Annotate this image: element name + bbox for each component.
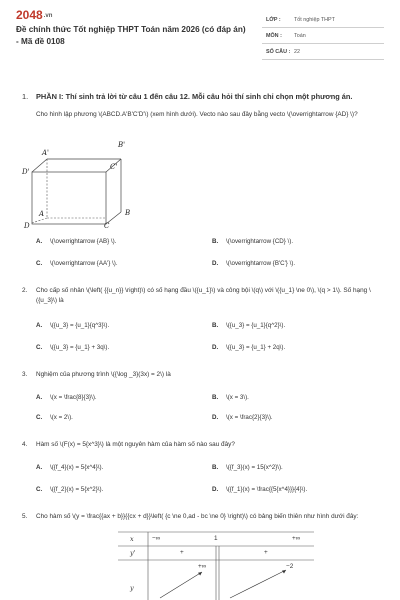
question-stem: Cho hình lập phương \(ABCD.A'B'C'D'\) (xem hình dưới). Vecto nào sau đây bằng vecto \(\overrightarrow {AD} \)? xyxy=(36,111,358,118)
arrowhead xyxy=(198,572,202,576)
question-stem: Cho cấp số nhân \(\left( {{u_n}} \right)\) có số hạng đầu \({u_1}\) và công bội \(q\) với \({u_1} \ne 0\), \(q > 1\). Số hạng \({u_3}\) là xyxy=(36,287,371,304)
question-number: 2. xyxy=(22,287,28,294)
option-4a[interactable]: A. \({f_4}(x) = 5{x^4}\). xyxy=(36,464,104,471)
site-logo[interactable] xyxy=(16,8,52,22)
cube-figure xyxy=(22,132,150,230)
derivative-sign: + xyxy=(264,549,268,556)
option-4b[interactable]: B. \({f_3}(x) = 15{x^2}\). xyxy=(212,464,283,471)
option-2c[interactable]: C. \({u_3} = {u_1} + 3q\). xyxy=(36,344,110,351)
option-1d[interactable]: D. \(\overrightarrow {B'C'} \). xyxy=(212,260,296,267)
vertex-label-c-prime: C' xyxy=(110,163,118,171)
vertex-label-c: C xyxy=(104,222,110,230)
option-3b[interactable]: B. \(x = 3\). xyxy=(212,394,249,401)
derivative-sign: + xyxy=(180,549,184,556)
page-header xyxy=(12,8,388,64)
increasing-arrow-right xyxy=(230,570,286,598)
vertex-label-b: B xyxy=(125,209,131,217)
question-stem: Nghiệm của phương trình \({\log _3}(3x) = 2\) là xyxy=(36,371,171,378)
row-label-y: y xyxy=(130,584,134,592)
x-value: 1 xyxy=(214,535,218,542)
row-label-x: x xyxy=(130,535,134,543)
vertex-label-b-prime: B' xyxy=(118,141,126,149)
section-number: 1. xyxy=(22,92,29,101)
edge-hidden xyxy=(32,218,47,223)
option-3a[interactable]: A. \(x = \frac{8}{3}\). xyxy=(36,394,97,401)
meta-key: SỐ CÂU : xyxy=(266,49,291,55)
increasing-arrow-left xyxy=(160,572,202,598)
question-number: 3. xyxy=(22,371,28,378)
y-value: +∞ xyxy=(198,563,207,570)
edge xyxy=(32,159,47,172)
logo-number: 2048 xyxy=(16,8,43,22)
option-1b[interactable]: B. \(\overrightarrow {CD} \). xyxy=(212,238,294,245)
option-2a[interactable]: A. \({u_3} = {u_1}{q^3}\). xyxy=(36,322,110,329)
meta-value: Tốt nghiệp THPT xyxy=(294,17,335,23)
option-1c[interactable]: C. \(\overrightarrow {AA'} \). xyxy=(36,260,118,267)
option-2b[interactable]: B. \({u_3} = {u_1}{q^2}\). xyxy=(212,322,286,329)
logo-domain: .vn xyxy=(43,13,53,19)
meta-key: LỚP : xyxy=(266,17,281,23)
row-label-yprime: y' xyxy=(130,549,136,557)
meta-key: MÔN : xyxy=(266,33,282,39)
x-value: +∞ xyxy=(292,535,301,542)
x-value: −∞ xyxy=(152,535,161,542)
vertex-label-a: A xyxy=(39,210,45,218)
option-4c[interactable]: C. \({f_2}(x) = 5{x^2}\). xyxy=(36,486,104,493)
vertex-label-a-prime: A' xyxy=(42,149,49,157)
exam-meta xyxy=(262,12,384,60)
section-text: PHẦN I: Thí sinh trả lời từ câu 1 đến câu 12. Mỗi câu hỏi thí sinh chỉ chọn một phương án. xyxy=(36,92,353,101)
meta-row-count xyxy=(262,44,384,60)
meta-value: Toán xyxy=(294,33,306,39)
option-2d[interactable]: D. \({u_3} = {u_1} + 2q\). xyxy=(212,344,286,351)
y-value: −2 xyxy=(286,563,294,570)
table-grid xyxy=(118,532,314,600)
meta-value: 22 xyxy=(294,49,300,55)
exam-title: Đề chính thức Tốt nghiệp THPT Toán năm 2026 (có đáp án) - Mã đề 0108 xyxy=(16,25,246,46)
variation-table xyxy=(118,532,314,600)
option-3d[interactable]: D. \(x = \frac{2}{3}\). xyxy=(212,414,273,421)
option-4d[interactable]: D. \({f_1}(x) = \frac{{5{x^4}}}{4}\). xyxy=(212,486,308,493)
meta-row-class xyxy=(262,12,384,28)
option-1a[interactable]: A. \(\overrightarrow {AB} \). xyxy=(36,238,117,245)
section-heading xyxy=(22,92,352,101)
question-number: 4. xyxy=(22,441,28,448)
meta-row-subject xyxy=(262,28,384,44)
vertex-label-d-prime: D' xyxy=(22,168,30,176)
question-stem: Cho hàm số \(y = \frac{{ax + b}}{{cx + d}}\left( {c \ne 0,ad - bc \ne 0} \right)\) có bảng biến thiên như hình dưới đây: xyxy=(36,513,359,520)
question-stem: Hàm số \(F(x) = 5{x^3}\) là một nguyên hàm của hàm số nào sau đây? xyxy=(36,441,235,448)
option-3c[interactable]: C. \(x = 2\). xyxy=(36,414,73,421)
vertex-label-d: D xyxy=(24,222,30,230)
question-number: 5. xyxy=(22,513,28,520)
